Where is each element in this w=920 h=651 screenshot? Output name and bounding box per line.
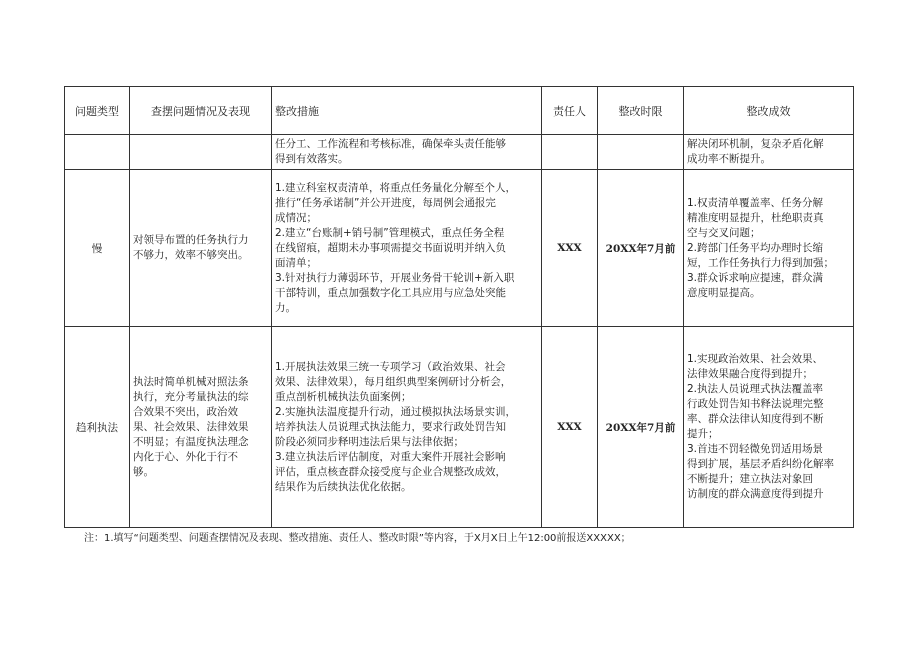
cell-deadline: 20XX年7月前: [598, 327, 684, 528]
cell-effect: 1.实现政治效果、社会效果、 法律效果融合度得到提升； 2.执法人员说理式执法覆盖率 行政处罚告知书释法说理完整 率、群众法律认知度得到不断 提升； 3.首违不罚轻微免罚适用场景 得到扩展，基层矛盾纠纷化解率 不断提升；建立执法对象回 访制度的群众满意度得到提升: [684, 327, 854, 528]
cell-deadline: [598, 135, 684, 170]
header-effect: 整改成效: [684, 87, 854, 135]
cell-measures: 1.开展执法效果三统一专项学习（政治效果、社会 效果、法律效果），每月组织典型案例研讨分析会， 重点剖析机械执法负面案例； 2.实施执法温度提升行动，通过模拟执法场景实训， 培养执法人员说理式执法能力，要求行政处罚告知 阶段必须同步释明违法后果与法律依据； 3.建立执法后评估制度，对重大案件开展社会影响 评估，重点核查群众接受度与企业合规整改成效， 结果作为后续执法优化依据。: [272, 327, 542, 528]
cell-problem: 执法时简单机械对照法条 执行，充分考量执法的综 合效果不突出，政治效 果、社会效果、法律效果 不明显；有温度执法理念 内化于心、外化于行不 够。: [130, 327, 272, 528]
header-problem-description: 查摆问题情况及表现: [130, 87, 272, 135]
cell-measures: 1.建立科室权责清单，将重点任务量化分解至个人， 推行“任务承诺制”并公开进度，每周例会通报完 成情况； 2.建立“台账制+销号制”管理模式，重点任务全程 在线留痕，超期未办事项需提交书面说明并纳入负 面清单； 3.针对执行力薄弱环节，开展业务骨干轮训+新入职 干部特训，重点加强数字化工具应用与应急处突能 力。: [272, 170, 542, 327]
cell-owner: XXX: [542, 327, 598, 528]
cell-problem: 对领导布置的任务执行力 不够力，效率不够突出。: [130, 170, 272, 327]
cell-type: 慢: [65, 170, 130, 327]
cell-type: [65, 135, 130, 170]
cell-owner: XXX: [542, 170, 598, 327]
table-row: [65, 170, 854, 327]
header-problem-type: 问题类型: [65, 87, 130, 135]
cell-effect: 1.权责清单覆盖率、任务分解 精准度明显提升，杜绝职责真 空与交叉问题； 2.跨部门任务平均办理时长缩 短，工作任务执行力得到加强； 3.群众诉求响应提速，群众满 意度明显提高。: [684, 170, 854, 327]
table-row: [65, 135, 854, 170]
table-row: [65, 327, 854, 528]
header-owner: 责任人: [542, 87, 598, 135]
cell-measures: 任分工、工作流程和考核标准，确保牵头责任能够 得到有效落实。: [272, 135, 542, 170]
cell-effect: 解决闭环机制，复杂矛盾化解 成功率不断提升。: [684, 135, 854, 170]
footnote: 注：1.填写“问题类型、问题查摆情况及表现、整改措施、责任人、整改时限”等内容，于X月X日上午12:00前报送XXXXX；: [84, 533, 631, 544]
cell-deadline: 20XX年7月前: [598, 170, 684, 327]
table-header-row: [65, 87, 854, 135]
header-deadline: 整改时限: [598, 87, 684, 135]
cell-problem: [130, 135, 272, 170]
cell-type: 趋利执法: [65, 327, 130, 528]
header-measures: 整改措施: [272, 87, 542, 135]
cell-owner: [542, 135, 598, 170]
rectification-table: [64, 86, 854, 528]
